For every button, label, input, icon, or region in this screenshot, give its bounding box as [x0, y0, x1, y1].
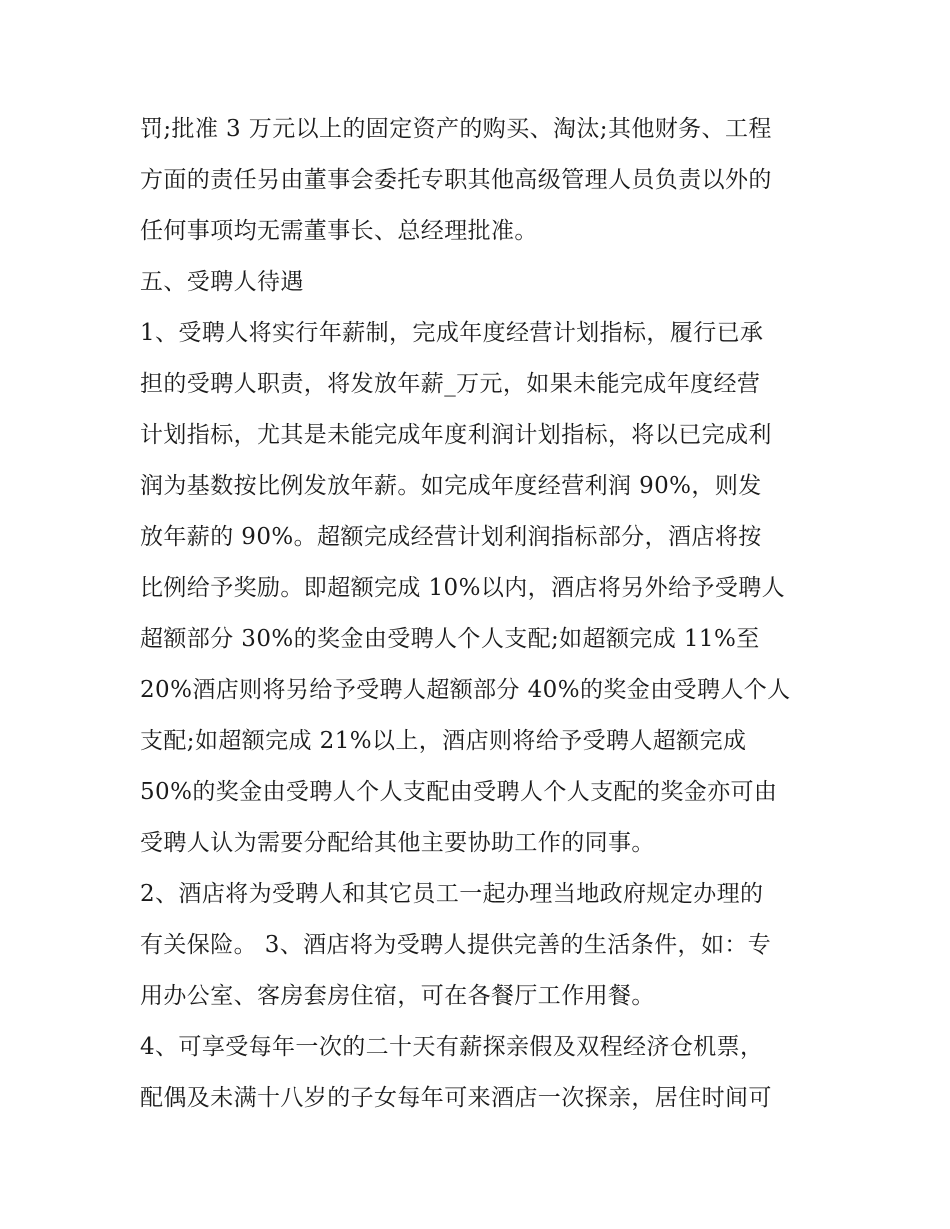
- text-line: 超额部分 30%的奖金由受聘人个人支配;如超额完成 11%至: [140, 626, 760, 652]
- text-line: 罚;批准 3 万元以上的固定资产的购买、淘汰;其他财务、工程: [140, 116, 772, 142]
- text-line: 比例给予奖励。即超额完成 10%以内，酒店将另外给予受聘人: [140, 575, 786, 601]
- text-line: 支配;如超额完成 21%以上，酒店则将给予受聘人超额完成: [140, 728, 747, 754]
- text-line: 计划指标，尤其是未能完成年度利润计划指标，将以已完成利: [140, 422, 772, 448]
- text-line: 受聘人认为需要分配给其他主要协助工作的同事。: [140, 830, 655, 856]
- text-line: 1、受聘人将实行年薪制，完成年度经营计划指标，履行已承: [140, 320, 764, 346]
- text-line: 放年薪的 90%。超额完成经营计划利润指标部分，酒店将按: [140, 524, 762, 550]
- text-line: 配偶及未满十八岁的子女每年可来酒店一次探亲，居住时间可: [140, 1085, 772, 1111]
- text-line: 润为基数按比例发放年薪。如完成年度经营利润 90%，则发: [140, 473, 762, 499]
- text-line: 有关保险。 3、酒店将为受聘人提供完善的生活条件，如：专: [140, 932, 772, 958]
- section-heading: 五、受聘人待遇: [140, 269, 304, 295]
- text-line: 用办公室、客房套房住宿，可在各餐厅工作用餐。: [140, 983, 655, 1009]
- text-line: 担的受聘人职责，将发放年薪_万元，如果未能完成年度经营: [140, 371, 761, 397]
- text-line: 4、可享受每年一次的二十天有薪探亲假及双程经济仓机票，: [140, 1034, 764, 1060]
- text-line: 方面的责任另由董事会委托专职其他高级管理人员负责以外的: [140, 167, 772, 193]
- text-line: 2、酒店将为受聘人和其它员工一起办理当地政府规定办理的: [140, 881, 764, 907]
- text-line: 任何事项均无需董事长、总经理批准。: [140, 218, 538, 244]
- text-line: 50%的奖金由受聘人个人支配由受聘人个人支配的奖金亦可由: [140, 779, 778, 805]
- text-line: 20%酒店则将另给予受聘人超额部分 40%的奖金由受聘人个人: [140, 677, 791, 703]
